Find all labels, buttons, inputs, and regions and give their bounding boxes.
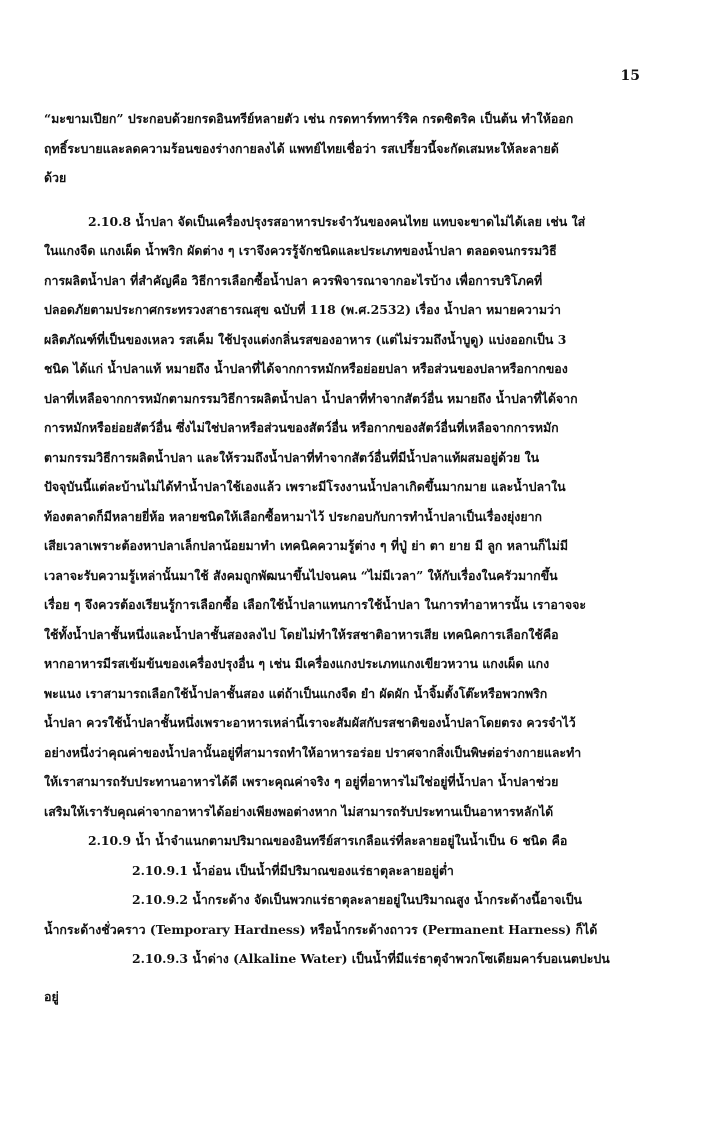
section-2-10-8-line: พะแนง เราสามารถเลือกใช้น้ำปลาชั้นสอง แต่ถ้าเป็นแกงจืด ยำ ผัดผัก น้ำจิ้มตั้งโต๊ะหรือพวกพริก bbox=[44, 685, 548, 701]
subsection-2-10-9-2-line-1: 2.10.9.2 น้ำกระด้าง จัดเป็นพวกแร่ธาตุละลายอยู่ในปริมาณสูง น้ำกระด้างนี้อาจเป็น bbox=[132, 892, 583, 907]
subsection-2-10-9-2-line-2: น้ำกระด้างชั่วคราว (Temporary Hardness) หรือน้ำกระด้างถาวร (Permanent Harness) ก็ได้ bbox=[44, 921, 598, 937]
section-2-10-8-line: ปลาที่เหลือจากการหมักตามกรรมวิธีการผลิตน้ำปลา น้ำปลาที่ทำจากสัตว์อื่น หมายถึง น้ำปลาที่ได้จาก bbox=[44, 390, 578, 406]
section-2-10-9-title: น้ำ bbox=[135, 833, 151, 848]
section-2-10-8-line: เสียเวลาเพราะต้องหาปลาเล็กปลาน้อยมาทำ เทคนิคความรู้ต่าง ๆ ที่ปู่ ย่า ตา ยาย มี ลูก หลานก็ไม่มี bbox=[44, 538, 568, 553]
section-2-10-8-line: หากอาหารมีรสเข้มข้นของเครื่องปรุงอื่น ๆ เช่น มีเครื่องแกงประเภทแกงเขียวหวาน แกงเผ็ด แกง bbox=[44, 656, 550, 671]
section-2-10-8-line: อย่างหนึ่งว่าคุณค่าของน้ำปลานั้นอยู่ที่สามารถทำให้อาหารอร่อย ปราศจากสิ่งเป็นพิษต่อร่างกายและทำ bbox=[44, 744, 582, 760]
section-2-10-8-title: น้ำปลา bbox=[135, 213, 174, 229]
page-number: 15 bbox=[620, 68, 640, 84]
section-2-10-8-line: ให้เราสามารถรับประทานอาหารได้ดี เพราะคุณค่าจริง ๆ อยู่ที่อาหารไม่ใช่อยู่ที่น้ำปลา น้ำปลาช่วย bbox=[44, 774, 559, 789]
section-2-10-8-line: ชนิด ได้แก่ น้ำปลาแท้ หมายถึง น้ำปลาที่ได้จากการหมักหรือย่อยปลา หรือส่วนของปลาหรือกากของ bbox=[44, 361, 568, 376]
subsection-2-10-9-3-line-1: 2.10.9.3 น้ำด่าง (Alkaline Water) เป็นน้ำที่มีแร่ธาตุจำพวกโซเดียมคาร์บอเนตปะปน bbox=[132, 951, 610, 966]
section-2-10-9-number: 2.10.9 bbox=[88, 833, 132, 848]
section-2-10-9-heading-line bbox=[44, 826, 654, 856]
section-2-10-8-line: ผลิตภัณฑ์ที่เป็นของเหลว รสเค็ม ใช้ปรุงแต่งกลิ่นรสของอาหาร (แต่ไม่รวมถึงน้ำบูดู) แบ่งออกเป็น 3 bbox=[44, 331, 567, 347]
paragraph-gap bbox=[44, 974, 654, 982]
intro-line-3: ด้วย bbox=[44, 170, 67, 185]
section-2-10-9-first-line-text: น้ำจำแนกตามปริมาณของอินทรีย์สารเกลือแร่ที่ละลายอยู่ในน้ำเป็น 6 ชนิด คือ bbox=[155, 833, 568, 848]
section-2-10-8-line: การผลิตน้ำปลา ที่สำคัญคือ วิธีการเลือกซื้อน้ำปลา ควรพิจารณาจากอะไรบ้าง เพื่อการบริโภคที่ bbox=[44, 272, 543, 288]
section-2-10-8-line: ปลอดภัยตามประกาศกระทรวงสาธารณสุข ฉบับที่ 118 (พ.ศ.2532) เรื่อง น้ำปลา หมายความว่า bbox=[44, 302, 561, 317]
section-2-10-8-line: ท้องตลาดก็มีหลายยี่ห้อ หลายชนิดให้เลือกซื้อหามาไว้ ประกอบกับการทำน้ำปลาเป็นเรื่องยุ่งยาก bbox=[44, 508, 543, 524]
page-body bbox=[44, 104, 654, 1011]
section-2-10-8-number: 2.10.8 bbox=[88, 213, 132, 229]
section-2-10-8-line: การหมักหรือย่อยสัตว์อื่น ซึ่งไม่ใช่ปลาหรือส่วนของสัตว์อื่น หรือกากของสัตว์อื่นที่เหลือจากการหมัก bbox=[44, 420, 559, 435]
section-2-10-8-heading-line bbox=[44, 207, 654, 237]
section-2-10-8-line: ตามกรรมวิธีการผลิตน้ำปลา และให้รวมถึงน้ำปลาที่ทำจากสัตว์อื่นที่มีน้ำปลาแท้ผสมอยู่ด้วย ใน bbox=[44, 449, 540, 465]
section-2-10-8-line: ในแกงจืด แกงเผ็ด น้ำพริก ผัดต่าง ๆ เราจึงควรรู้จักชนิดและประเภทของน้ำปลา ตลอดจนกรรมวิธี bbox=[44, 243, 557, 258]
section-2-10-8-line: ปัจจุบันนี้แต่ละบ้านไม่ได้ทำน้ำปลาใช้เองแล้ว เพราะมีโรงงานน้ำปลาเกิดขึ้นมากมาย และน้ำปลาใน bbox=[44, 479, 566, 494]
section-2-10-8-line: เวลาจะรับความรู้เหล่านั้นมาใช้ สังคมถูกพัฒนาขึ้นไปจนคน “ไม่มีเวลา” ให้กับเรื่องในครัวมากขึ้น bbox=[44, 567, 558, 583]
intro-line-2: ฤทธิ์ระบายและลดความร้อนของร่างกายลงได้ แพทย์ไทยเชื่อว่า รสเปรี้ยวนี้จะกัดเสมหะให้ละลายด้ bbox=[44, 140, 559, 156]
section-2-10-8-line: เรื่อย ๆ จึงควรต้องเรียนรู้การเลือกซื้อ เลือกใช้น้ำปลาแทนการใช้น้ำปลา ในการทำอาหารนั้น เราอาจจะ bbox=[44, 597, 586, 612]
section-2-10-8-first-line-text: จัดเป็นเครื่องปรุงรสอาหารประจำวันของคนไทย แทบจะขาดไม่ได้เลย เช่น ใส่ bbox=[177, 213, 586, 229]
section-2-10-8-line: เสริมให้เรารับคุณค่าจากอาหารได้อย่างเพียงพอต่างหาก ไม่สามารถรับประทานเป็นอาหารหลักได้ bbox=[44, 803, 554, 819]
subsection-2-10-9-3-line-2: อยู่ bbox=[44, 988, 59, 1004]
section-2-10-8-line: น้ำปลา ควรใช้น้ำปลาชั้นหนึ่งเพราะอาหารเหล่านี้เราจะสัมผัสกับรสชาติของน้ำปลาโดยตรง ควรจำไว้ bbox=[44, 715, 576, 730]
section-2-10-8-line: ใช้ทั้งน้ำปลาชั้นหนึ่งและน้ำปลาชั้นสองลงไป โดยไม่ทำให้รสชาติอาหารเสีย เทคนิคการเลือกใช้คือ bbox=[44, 626, 559, 642]
intro-line-1: “มะขามเปียก” ประกอบด้วยกรดอินทรีย์หลายตัว เช่น กรดทาร์ททาร์ริค กรดซิตริค เป็นต้น ทำให้ออก bbox=[44, 111, 574, 126]
paragraph-gap bbox=[44, 193, 654, 207]
subsection-2-10-9-1: 2.10.9.1 น้ำอ่อน เป็นน้ำที่มีปริมาณของแร่ธาตุละลายอยู่ต่ำ bbox=[132, 862, 454, 878]
